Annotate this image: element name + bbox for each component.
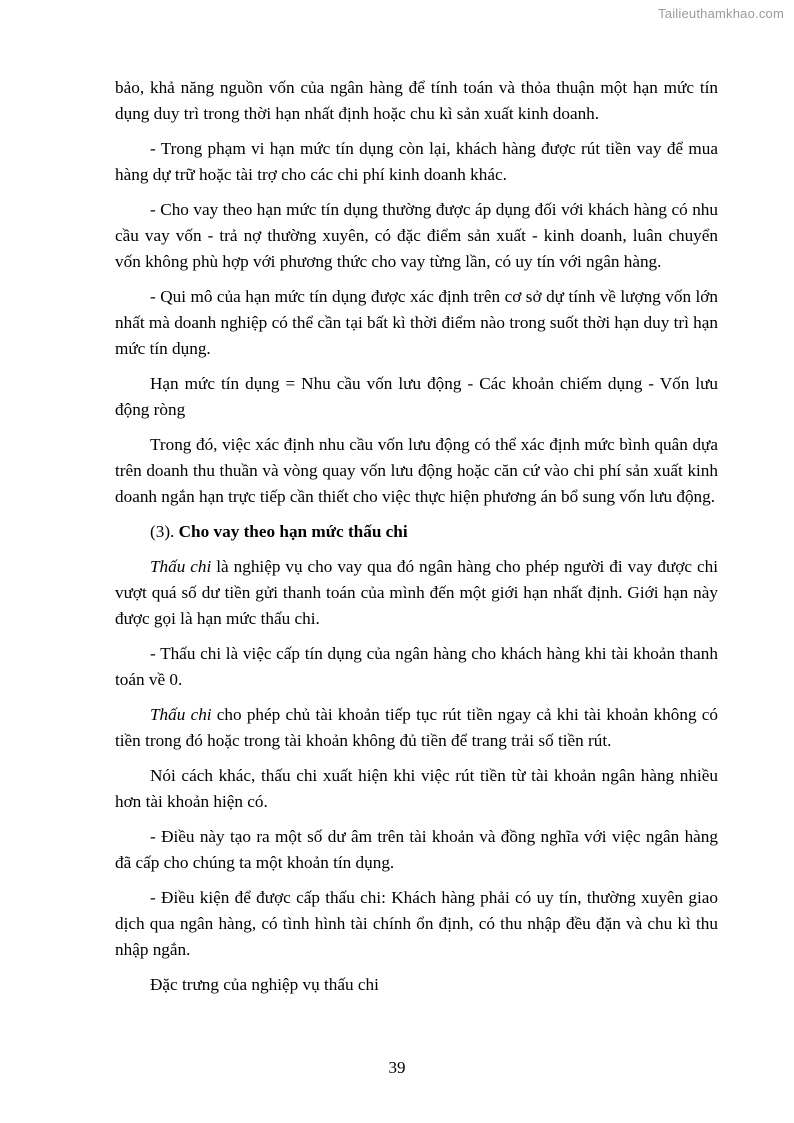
paragraph-3: - Cho vay theo hạn mức tín dụng thường được áp dụng đối với khách hàng có nhu cầu vay vốn - trả nợ thường xuyên, có đặc điểm sản xuất - kinh doanh, luân chuyển vốn không phù hợp với phương thức cho vay từng lần, có uy tín với ngân hàng.: [115, 200, 718, 271]
paragraph-12: - Điều này tạo ra một số dư âm trên tài khoản và đồng nghĩa với việc ngân hàng đã cấp cho chúng ta một khoản tín dụng.: [115, 827, 718, 872]
paragraph-10-text: cho phép chủ tài khoản tiếp tục rút tiền ngay cả khi tài khoản không có tiền trong đó hoặc trong tài khoản không đủ tiền để trang trải số tiền rút.: [115, 705, 718, 750]
definition-paragraph: [115, 554, 718, 632]
watermark-text: Tailieuthamkhao.com: [658, 6, 784, 21]
formula-paragraph: Hạn mức tín dụng = Nhu cầu vốn lưu động - Các khoản chiếm dụng - Vốn lưu động ròng: [115, 374, 718, 419]
section-number: (3).: [150, 522, 175, 541]
page-number: 39: [388, 1058, 406, 1077]
paragraph-4: - Qui mô của hạn mức tín dụng được xác định trên cơ sở dự tính về lượng vốn lớn nhất mà doanh nghiệp có thể cần tại bất kì thời điểm nào trong suốt thời hạn duy trì hạn mức tín dụng.: [115, 287, 718, 358]
paragraph-11: Nói cách khác, thấu chi xuất hiện khi việc rút tiền từ tài khoản ngân hàng nhiều hơn tài khoản hiện có.: [115, 766, 718, 811]
paragraph-13: - Điều kiện để được cấp thấu chi: Khách hàng phải có uy tín, thường xuyên giao dịch qua ngân hàng, có tình hình tài chính ổn định, có thu nhập đều đặn và chu kì thu nhập ngắn.: [115, 888, 718, 959]
term-overdraft: Thấu chi: [150, 705, 212, 724]
paragraph-6: Trong đó, việc xác định nhu cầu vốn lưu động có thể xác định mức bình quân dựa trên doanh thu thuần và vòng quay vốn lưu động hoặc căn cứ vào chi phí sản xuất kinh doanh ngắn hạn trực tiếp cần thiết cho việc thực hiện phương án bổ sung vốn lưu động.: [115, 435, 718, 506]
paragraph-1: bảo, khả năng nguồn vốn của ngân hàng để tính toán và thỏa thuận một hạn mức tín dụng duy trì trong thời hạn nhất định hoặc chu kì sản xuất kinh doanh.: [115, 78, 718, 123]
paragraph-2: - Trong phạm vi hạn mức tín dụng còn lại, khách hàng được rút tiền vay để mua hàng dự trữ hoặc tài trợ cho các chi phí kinh doanh khác.: [115, 139, 718, 184]
term-overdraft: Thấu chi: [150, 557, 212, 576]
section-heading: [115, 519, 718, 545]
paragraph-14: Đặc trưng của nghiệp vụ thấu chi: [150, 975, 379, 994]
document-body: [115, 75, 718, 1007]
definition-text: là nghiệp vụ cho vay qua đó ngân hàng cho phép người đi vay được chi vượt quá số dư tiền gửi thanh toán của mình đến một giới hạn nhất định. Giới hạn này được gọi là hạn mức thấu chi.: [115, 557, 718, 628]
paragraph-9: - Thấu chi là việc cấp tín dụng của ngân hàng cho khách hàng khi tài khoản thanh toán về 0.: [115, 644, 718, 689]
paragraph-10: [115, 702, 718, 754]
section-title: Cho vay theo hạn mức thấu chi: [178, 522, 408, 541]
